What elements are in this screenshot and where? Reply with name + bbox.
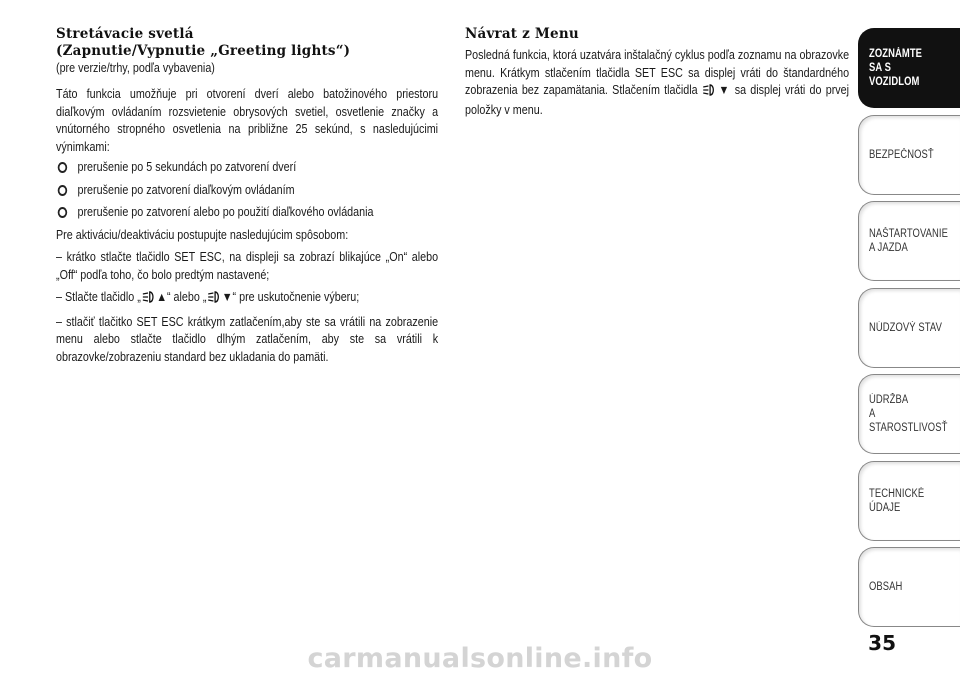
section-title-menu-return: Návrat z Menu [465,26,579,42]
list-item [56,159,438,177]
chapter-sidebar [858,28,960,634]
tab-label: ZOZNÁMTE SA S VOZIDLOM [869,48,923,88]
list-item [56,182,438,200]
step-2-part-a: – Stlačte tlačidlo „ [56,290,141,304]
tab-label: TECHNICKÉ ÚDAJE [869,487,925,514]
list-item-text: prerušenie po 5 sekundách po zatvorení dverí [77,160,297,174]
tab-udrzba-a-starostlivost[interactable] [858,374,960,454]
circle-bullet-icon [58,185,67,196]
list-item-text: prerušenie po zatvorení diaľkovým ovládaním [77,182,295,197]
list-item [56,204,438,222]
tab-nudzovy-stav[interactable] [858,288,960,368]
light-icon [142,291,156,309]
tab-label: ÚDRŽBA A STAROSTLIVOSŤ [869,394,948,434]
section-title-line2: (Zapnutie/Vypnutie „Greeting lights“) [56,43,351,59]
tab-label: OBSAH [869,581,903,593]
tab-nastartovanie-a-jazda[interactable] [858,201,960,281]
tab-label: BEZPEČNOSŤ [869,148,934,161]
step-2-part-b: “ alebo „ [166,290,207,304]
step-2 [56,289,438,309]
step-3: – stlačiť tlačitko SET ESC krátkym zatlačením,aby ste sa vrátili na zobrazenie menu alebo stlačte tlačidlo dlhým zatlačením, aby ste sa vrátili k obrazovke/zobrazeniu standard bez ukladania do pamäti. [56,314,439,364]
menu-return-paragraph [465,47,849,119]
step-1: – krátko stlačte tlačidlo SET ESC, na displeji sa zobrazí blikajúce „On“ alebo „Off“ podľa toho, čo bolo predtým nastavené; [56,250,439,282]
light-icon [703,84,717,102]
tab-bezpecnost[interactable] [858,115,960,195]
page-number: 35 [868,631,896,655]
tab-zoznamte-sa-s-vozidlom[interactable] [858,28,960,108]
circle-bullet-icon [58,207,67,218]
step-2-part-c: “ pre uskutočnenie výberu; [232,290,360,304]
tab-technicke-udaje[interactable] [858,461,960,541]
list-item-text: prerušenie po zatvorení alebo po použití diaľkového ovládania [77,205,374,219]
middle-column [465,26,849,119]
intro-paragraph: Táto funkcia umožňuje pri otvorení dverí alebo batožinového priestoru diaľkovým ovládaním rozsvietenie obrysových svetiel, osvetlenie značky a vnútorného stropného osvetlenia na približne 25 sekúnd, s nasledujúcimi výnimkami: [56,87,439,154]
tab-label: NAŠTARTOVANIE A JAZDA [869,228,948,254]
up-arrow-icon: ▲ [156,290,167,304]
light-icon [207,291,221,309]
menu-return-text-b: sa displej vráti do prvej položky v menu. [465,83,850,117]
section-subtitle: (pre verzie/trhy, podľa vybavenia) [56,61,215,75]
exceptions-list [56,159,438,222]
menu-return-text-a: Posledná funkcia, ktorá uzatvára inštalačný cyklus podľa zoznamu na obrazovke menu. Krátkym stlačením tlačidla SET ESC sa displej vráti do štandardného zobrazenia bez zapamätania. Stlačením tlačidla [465,48,850,97]
down-arrow-icon: ▼ [221,290,233,304]
watermark-text: carmanualsonline.info [307,643,653,674]
circle-bullet-icon [58,162,67,173]
section-title-line1: Stretávacie svetlá [56,26,194,42]
down-arrow-icon: ▼ [717,83,731,97]
procedure-intro: Pre aktiváciu/deaktiváciu postupujte nasledujúcim spôsobom: [56,227,349,242]
tab-obsah[interactable] [858,547,960,627]
left-column [56,26,438,366]
tab-label: NÚDZOVÝ STAV [869,321,942,334]
